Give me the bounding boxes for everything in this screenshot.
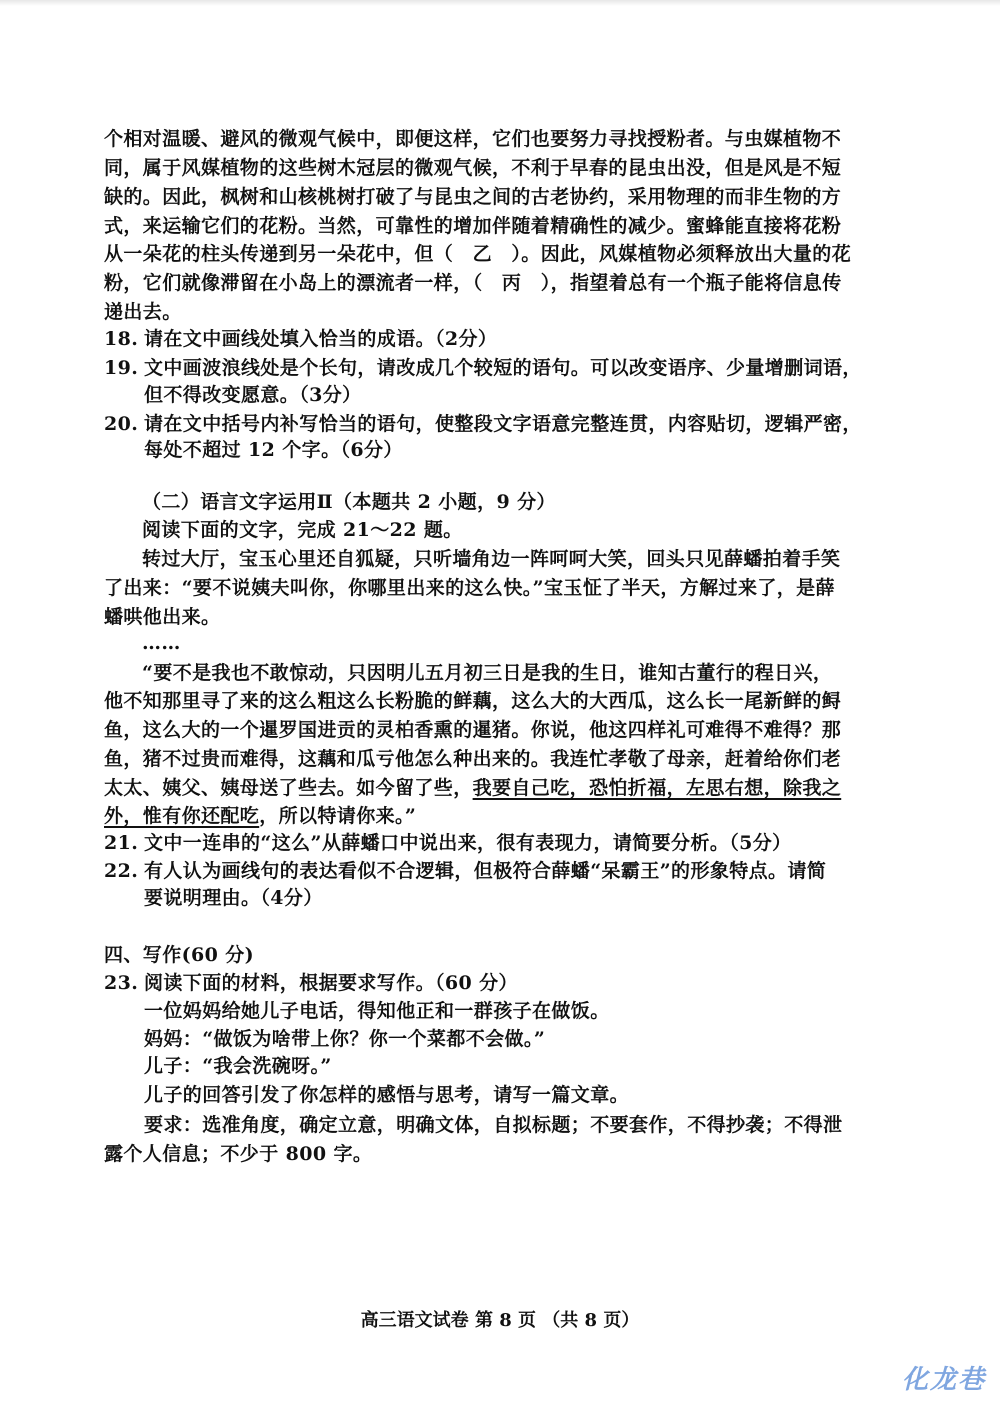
- passage-line: 个相对温暖、避风的微观气候中，即便这样，它们也要努力寻找授粉者。与虫媒植物不: [104, 128, 842, 150]
- question-number: 21.: [104, 832, 139, 854]
- question-text: 有人认为画线句的表达看似不合逻辑，但极符合薛蟠“呆霸王”的形象特点。请简: [144, 860, 827, 882]
- section-instruction: 阅读下面的文字，完成 21～22 题。: [142, 519, 463, 541]
- question-text: 文中画波浪线处是个长句，请改成几个较短的语句。可以改变语序、少量增删词语，: [144, 357, 862, 379]
- material-line: 妈妈：“做饭为啥带上你？你一个菜都不会做。”: [144, 1028, 546, 1050]
- question-number: 23.: [104, 972, 139, 994]
- question-number: 19.: [104, 357, 139, 379]
- underlined-sentence: 外，惟有你还配吃: [104, 805, 260, 827]
- question-number: 18.: [104, 328, 139, 350]
- material-line: 儿子的回答引发了你怎样的感悟与思考，请写一篇文章。: [144, 1084, 630, 1106]
- material-line: 儿子：“我会洗碗呀。”: [144, 1055, 332, 1077]
- passage-line: 式，来运输它们的花粉。当然，可靠性的增加伴随着精确性的减少。蜜蜂能直接将花粉: [104, 215, 842, 237]
- story-text: ，所以特请你来。”: [259, 805, 417, 827]
- story-line: 鱼，猪不过贵而难得，这藕和瓜亏他怎么种出来的。我连忙孝敬了母亲，赶着给你们老: [104, 748, 842, 770]
- question-text-cont: 要说明理由。（4分）: [144, 887, 323, 909]
- passage-line: 同，属于风媒植物的这些树木冠层的微观气候，不利于早春的昆虫出没，但是风是不短: [104, 157, 842, 179]
- question-text: 阅读下面的材料，根据要求写作。（60 分）: [144, 972, 518, 994]
- passage-line: 从一朵花的柱头传递到另一朵花中，但（ 乙 ）。因此，风媒植物必须释放出大量的花: [104, 243, 852, 265]
- story-line: 了出来：“要不说姨夫叫你，你哪里出来的这么快。”宝玉怔了半天，方解过来了，是薛: [104, 577, 835, 599]
- requirements-line: 要求：选准角度，确定立意，明确文体，自拟标题；不要套作，不得抄袭；不得泄: [144, 1114, 843, 1136]
- story-line: 转过大厅，宝玉心里还自狐疑，只听墙角边一阵呵呵大笑，回头只见薛蟠拍着手笑: [142, 548, 841, 570]
- section-heading: （二）语言文字运用Ⅱ（本题共 2 小题，9 分）: [142, 491, 556, 513]
- ellipsis: ……: [142, 632, 181, 654]
- question-text: 请在文中括号内补写恰当的语句，使整段文字语意完整连贯，内容贴切，逻辑严密，: [144, 413, 862, 435]
- story-line: 他不知那里寻了来的这么粗这么长粉脆的鲜藕，这么大的大西瓜，这么长一尾新鲜的鲟: [104, 690, 842, 712]
- question-text: 文中一连串的“这么”从薛蟠口中说出来，很有表现力，请简要分析。（5分）: [144, 832, 792, 854]
- question-text: 请在文中画线处填入恰当的成语。（2分）: [144, 328, 498, 350]
- page-footer: 高三语文试卷 第 8 页 （共 8 页）: [360, 1310, 640, 1331]
- section-heading: 四、写作(60 分): [104, 944, 255, 966]
- question-number: 20.: [104, 413, 139, 435]
- question-19: [104, 355, 904, 381]
- question-20: [104, 411, 904, 437]
- question-text-cont: 每处不超过 12 个字。（6分）: [144, 439, 403, 461]
- material-line: 一位妈妈给她儿子电话，得知他正和一群孩子在做饭。: [144, 1000, 610, 1022]
- story-text: 太太、姨父、姨母送了些去。如今留了些，: [104, 777, 473, 799]
- passage-line: 递出去。: [104, 301, 182, 323]
- underlined-sentence: 我要自己吃，恐怕折福，左思右想，除我之: [472, 777, 842, 799]
- story-line: [104, 803, 416, 829]
- question-text-cont: 但不得改变愿意。（3分）: [144, 384, 362, 406]
- question-number: 22.: [104, 860, 139, 882]
- requirements-line: 露个人信息；不少于 800 字。: [104, 1143, 373, 1165]
- question-22: [104, 858, 904, 884]
- story-line: 鱼，这么大的一个暹罗国进贡的灵柏香熏的暹猪。你说，他这四样礼可难得不难得？那: [104, 719, 842, 741]
- story-line: [104, 775, 841, 801]
- page-top-edge: [0, 0, 1000, 6]
- question-21: [104, 830, 904, 856]
- passage-line: 粉，它们就像滞留在小岛上的漂流者一样，（ 丙 ），指望着总有一个瓶子能将信息传: [104, 272, 842, 294]
- watermark-logo: 化龙巷: [901, 1365, 986, 1395]
- question-18: [104, 326, 904, 352]
- story-line: 蟠哄他出来。: [104, 606, 221, 628]
- passage-line: 缺的。因此，枫树和山核桃树打破了与昆虫之间的古老协约，采用物理的而非生物的方: [104, 186, 842, 208]
- story-line: “要不是我也不敢惊动，只因明儿五月初三日是我的生日，谁知古董行的程日兴，: [142, 662, 833, 684]
- question-23: [104, 970, 904, 996]
